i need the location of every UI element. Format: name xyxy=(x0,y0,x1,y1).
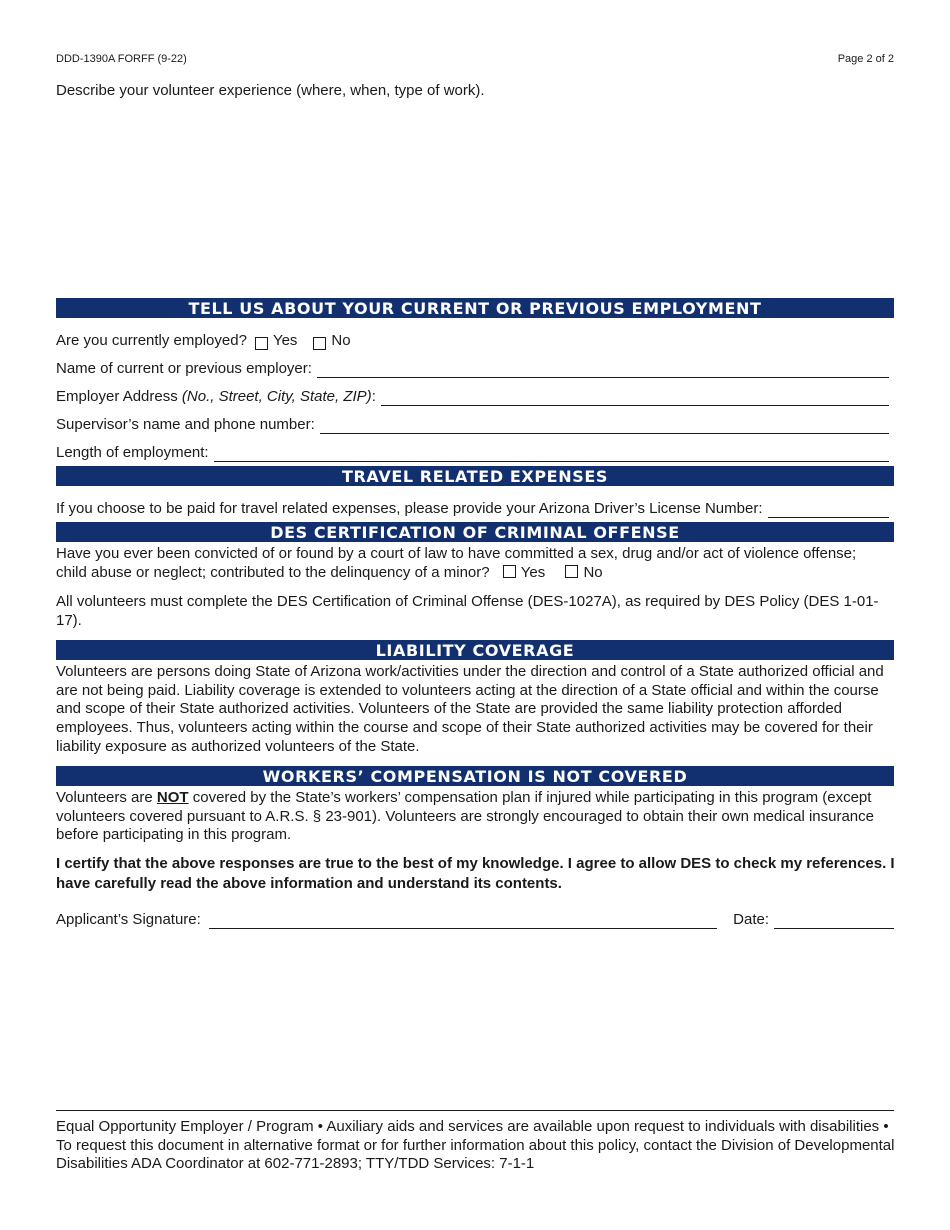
supervisor-row xyxy=(56,415,894,434)
employment-length-label: Length of employment: xyxy=(56,444,209,461)
signature-row xyxy=(56,910,894,929)
date-field[interactable] xyxy=(774,914,894,929)
certification-statement: I certify that the above responses are true to the best of my knowledge. I agree to allow DES to check my references. I have carefully read the above information and understand its contents. xyxy=(56,855,895,892)
employer-address-hint: (No., Street, City, State, ZIP) xyxy=(181,388,372,405)
not-emphasis: NOT xyxy=(156,789,189,806)
currently-employed-question: Are you currently employed? xyxy=(56,332,247,349)
footer-text: Equal Opportunity Employer / Program • Auxiliary aids and services are available upon request to individuals with disabilities • To request this document in alternative format or for further information about this policy, contact the Division of Developmental Disabilities ADA Coordinator at 602-771-2893; TTY/TDD Services: 7-1-1 xyxy=(56,1118,895,1173)
employed-yes-label: Yes xyxy=(272,332,298,349)
criminal-note: All volunteers must complete the DES Certification of Criminal Offense (DES-1027A), as required by DES Policy (DES 1-01-17). xyxy=(56,593,879,629)
employer-address-label: Employer Address xyxy=(56,388,178,405)
criminal-question-line-2: child abuse or neglect; contributed to the delinquency of a minor? xyxy=(56,563,490,581)
travel-section-header: TRAVEL RELATED EXPENSES xyxy=(56,466,894,486)
criminal-question-line-1: Have you ever been convicted of or found by a court of law to have committed a sex, drug and/or act of violence offense; xyxy=(56,545,857,562)
workers-comp-text-end: covered by the State’s workers’ compensation plan if injured while participating in this program (except volunteers covered pursuant to A.R.S. § 23-901). Volunteers are strongly encouraged to obtain their own medical insurance before participating in this program. xyxy=(56,789,874,844)
criminal-no-label: No xyxy=(583,563,603,581)
license-row xyxy=(56,499,894,518)
criminal-yes-label: Yes xyxy=(520,563,546,581)
employment-length-field[interactable] xyxy=(214,447,889,462)
signature-label: Applicant’s Signature: xyxy=(56,911,201,928)
signature-field[interactable] xyxy=(209,914,717,929)
workers-comp-section-header: WORKERS’ COMPENSATION IS NOT COVERED xyxy=(56,766,894,786)
form-id: DDD-1390A FORFF (9-22) xyxy=(56,53,187,65)
employer-name-row xyxy=(56,359,894,378)
footer-divider xyxy=(56,1110,894,1111)
employed-no-label: No xyxy=(331,332,351,349)
page-number: Page 2 of 2 xyxy=(837,53,894,65)
workers-comp-text xyxy=(56,789,896,845)
volunteer-experience-field[interactable] xyxy=(56,104,894,290)
license-label: If you choose to be paid for travel related expenses, please provide your Arizona Driver’s License Number: xyxy=(56,500,763,517)
criminal-question-line-2-row xyxy=(56,564,896,583)
employer-name-field[interactable] xyxy=(317,363,889,378)
supervisor-label: Supervisor’s name and phone number: xyxy=(56,416,315,433)
supervisor-field[interactable] xyxy=(320,419,889,434)
employed-yes-checkbox[interactable] xyxy=(255,337,268,350)
criminal-section-header: DES CERTIFICATION OF CRIMINAL OFFENSE xyxy=(56,522,894,542)
employer-address-row xyxy=(56,387,894,406)
liability-section-header: LIABILITY COVERAGE xyxy=(56,640,894,660)
employer-address-colon: : xyxy=(371,388,376,405)
license-number-field[interactable] xyxy=(768,503,890,518)
currently-employed-row xyxy=(56,331,894,350)
employed-no-checkbox[interactable] xyxy=(313,337,326,350)
criminal-question xyxy=(56,545,896,582)
volunteer-experience-prompt: Describe your volunteer experience (where, when, type of work). xyxy=(56,82,485,99)
criminal-yes-checkbox[interactable] xyxy=(503,565,516,578)
employment-length-row xyxy=(56,443,894,462)
liability-text: Volunteers are persons doing State of Arizona work/activities under the direction and control of a State authorized official and are not being paid. Liability coverage is extended to volunteers acting at the direction of a State official and within the course and scope of their State authorized activities. Volunteers of the State are provided the same liability protection afforded employees. Thus, volunteers acting within the course and scope of their State authorized activities may be covered for their liability exposure as authorized volunteers of the State. xyxy=(56,663,884,755)
employer-name-label: Name of current or previous employer: xyxy=(56,360,312,377)
employer-address-field[interactable] xyxy=(381,391,889,406)
criminal-no-checkbox[interactable] xyxy=(565,565,578,578)
employment-section-header: TELL US ABOUT YOUR CURRENT OR PREVIOUS EMPLOYMENT xyxy=(56,298,894,318)
date-label: Date: xyxy=(733,911,769,928)
workers-comp-text-start: Volunteers are xyxy=(56,789,153,806)
